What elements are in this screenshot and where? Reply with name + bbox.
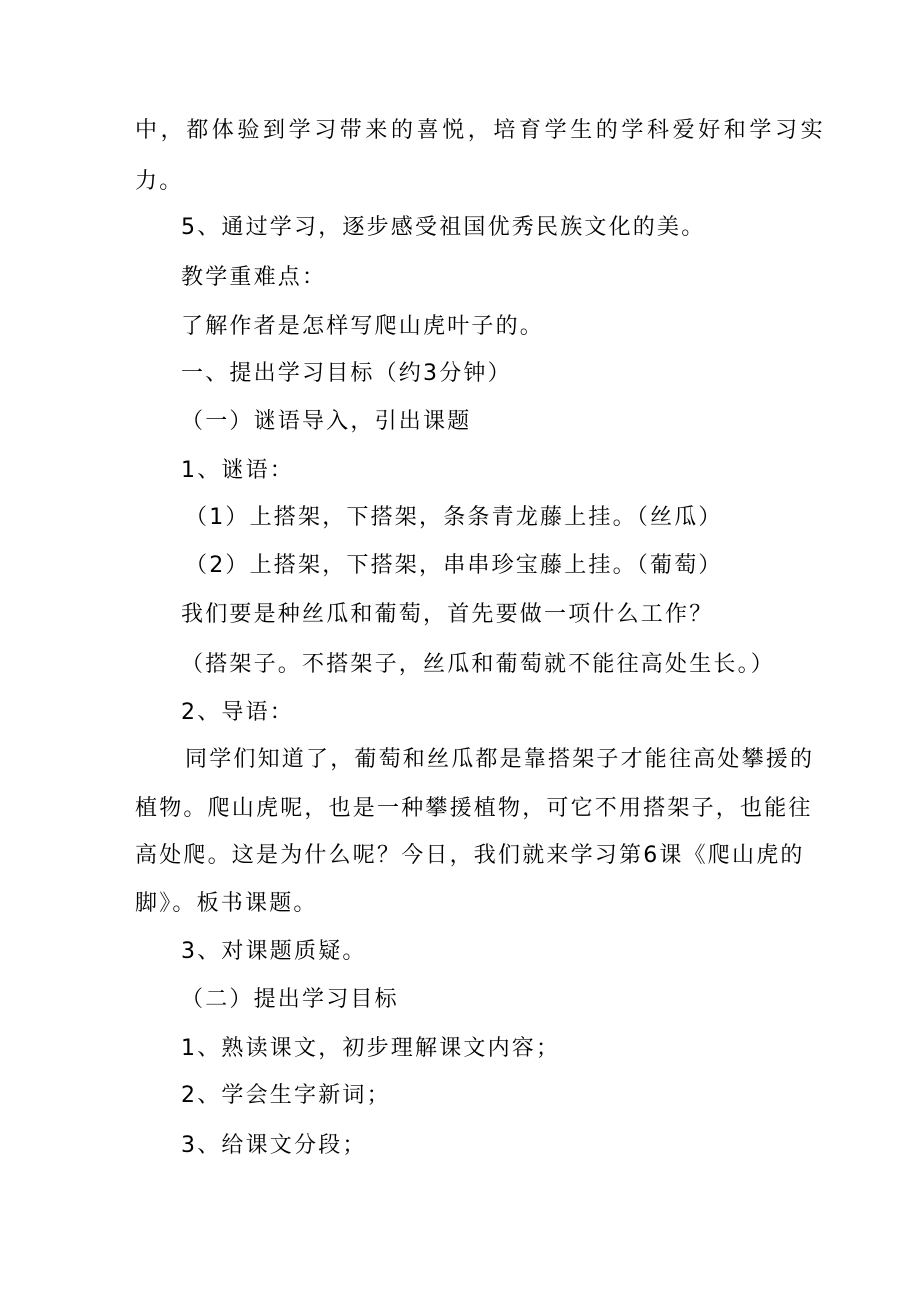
paragraph-line: 了解作者是怎样写爬山虎叶子的。 (181, 314, 545, 339)
riddle-item-1: （1）上搭架，下搭架，条条青龙藤上挂。（丝瓜） (185, 505, 723, 530)
list-item: 2、导语： (181, 700, 294, 725)
paragraph-line: 力。 (135, 169, 184, 194)
list-item: 2、学会生字新词； (181, 1083, 391, 1108)
list-item: 1、谜语： (181, 458, 294, 483)
paragraph-line: 中，都体验到学习带来的喜悦，培育学生的学科爱好和学习实 (135, 118, 827, 143)
paragraph-line: 高处爬。这是为什么呢？今日，我们就来学习第6课《爬山虎的 (135, 843, 805, 868)
paragraph-line: 植物。爬山虎呢，也是一种攀援植物，可它不用搭架子，也能往 (135, 796, 813, 821)
riddle-item-2: （2）上搭架，下搭架，串串珍宝藤上挂。（葡萄） (185, 553, 723, 578)
section-heading-1: 一、提出学习目标（约3分钟） (181, 361, 512, 386)
section-heading-key-points: 教学重难点： (181, 265, 327, 290)
paragraph-line: 脚》。板书课题。 (135, 891, 318, 916)
list-item: 3、给课文分段； (181, 1133, 367, 1158)
subsection-heading-1: （一）谜语导入，引出课题 (181, 409, 472, 434)
paragraph-line: 我们要是种丝瓜和葡萄，首先要做一项什么工作？ (181, 602, 714, 627)
subsection-heading-2: （二）提出学习目标 (181, 987, 399, 1012)
list-item: 3、对课题质疑。 (181, 939, 367, 964)
paragraph-line: （搭架子。不搭架子，丝瓜和葡萄就不能往高处生长。） (181, 652, 776, 677)
paragraph-line: 同学们知道了，葡萄和丝瓜都是靠搭架子才能往高处攀援的 (185, 747, 815, 772)
goal-item-5: 5、通过学习，逐步感受祖国优秀民族文化的美。 (181, 215, 706, 240)
list-item: 1、熟读课文，初步理解课文内容； (181, 1036, 561, 1061)
